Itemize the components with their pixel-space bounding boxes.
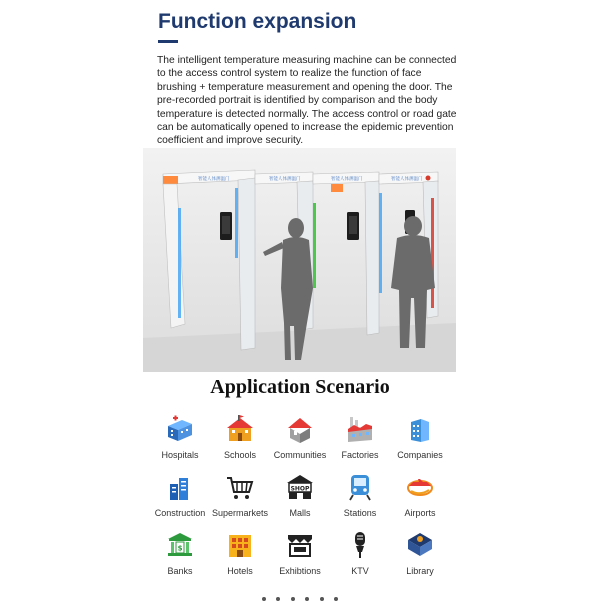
app-item-stations	[330, 468, 390, 526]
pagination-dot[interactable]	[334, 597, 338, 601]
app-item-hospitals	[150, 410, 210, 468]
app-label: Library	[406, 566, 434, 576]
community-icon	[285, 414, 315, 444]
app-label: Schools	[223, 450, 257, 460]
app-label: Stations	[343, 508, 377, 518]
face-terminal-left	[220, 212, 232, 240]
supermarket-icon	[225, 472, 255, 502]
gate-sign-left: 智能人体测温门	[198, 177, 230, 182]
library-icon	[405, 530, 435, 560]
pagination-dot[interactable]	[262, 597, 266, 601]
company-icon	[405, 414, 435, 444]
app-item-construction	[150, 468, 210, 526]
pagination-dot[interactable]	[276, 597, 280, 601]
app-item-library	[390, 526, 450, 584]
mall-icon	[285, 472, 315, 502]
hotel-icon	[225, 530, 255, 560]
face-terminal-right	[347, 212, 359, 240]
pagination-dot[interactable]	[291, 597, 295, 601]
app-item-schools	[210, 410, 270, 468]
airport-icon	[405, 472, 435, 502]
school-icon	[225, 414, 255, 444]
function-description: The intelligent temperature measuring machine can be connected to the access control system to realize the function of face brushing + temperature measurement and opening the door. The pre-recorded portrait is identified by comparison and the body temperature is detected normally. The access control or road gate can be automatically opened to increase the epidemic prevention coefficient and improve security.	[157, 55, 457, 147]
application-grid	[150, 410, 450, 585]
temperature-gate-scene	[143, 148, 456, 372]
app-item-ktv	[330, 526, 390, 584]
app-item-malls	[270, 468, 330, 526]
exhibition-icon	[285, 530, 315, 560]
app-label: Hotels	[227, 566, 253, 576]
section-title: Function expansion	[158, 10, 357, 33]
app-label: Supermarkets	[211, 508, 269, 518]
app-item-companies	[390, 410, 450, 468]
svg-text:SHOP: SHOP	[290, 485, 310, 493]
app-label: Construction	[154, 508, 206, 518]
svg-text:$: $	[177, 544, 183, 553]
app-item-exhibitions	[270, 526, 330, 584]
app-label: Malls	[289, 508, 311, 518]
app-item-factories	[330, 410, 390, 468]
app-item-airports	[390, 468, 450, 526]
ktv-icon	[345, 530, 375, 560]
pagination-dot[interactable]	[320, 597, 324, 601]
gate-sign-right: 智能人体测温门	[391, 177, 423, 182]
app-label: Exhibtions	[279, 566, 321, 576]
app-label: Companies	[397, 450, 443, 460]
app-item-hotels	[210, 526, 270, 584]
factory-icon	[345, 414, 375, 444]
pagination-dot[interactable]	[305, 597, 309, 601]
hospital-icon	[165, 414, 195, 444]
app-item-supermarkets	[210, 468, 270, 526]
app-label: Airports	[404, 508, 436, 518]
app-label: Banks	[167, 566, 193, 576]
gate-illustration	[143, 148, 456, 372]
app-item-communities	[270, 410, 330, 468]
app-label: Communities	[273, 450, 327, 460]
pagination-dots	[0, 588, 600, 606]
construction-icon	[165, 472, 195, 502]
app-label: Factories	[341, 450, 379, 460]
app-item-banks	[150, 526, 210, 584]
app-label: Hospitals	[161, 450, 199, 460]
title-underline	[158, 40, 178, 43]
bank-icon	[165, 530, 195, 560]
gate-sign-center-left: 智能人体测温门	[269, 177, 301, 182]
station-icon	[345, 472, 375, 502]
gate-sign-center-right: 智能人体测温门	[331, 177, 363, 182]
application-scenario-title: Application Scenario	[210, 376, 390, 398]
app-label: KTV	[351, 566, 369, 576]
